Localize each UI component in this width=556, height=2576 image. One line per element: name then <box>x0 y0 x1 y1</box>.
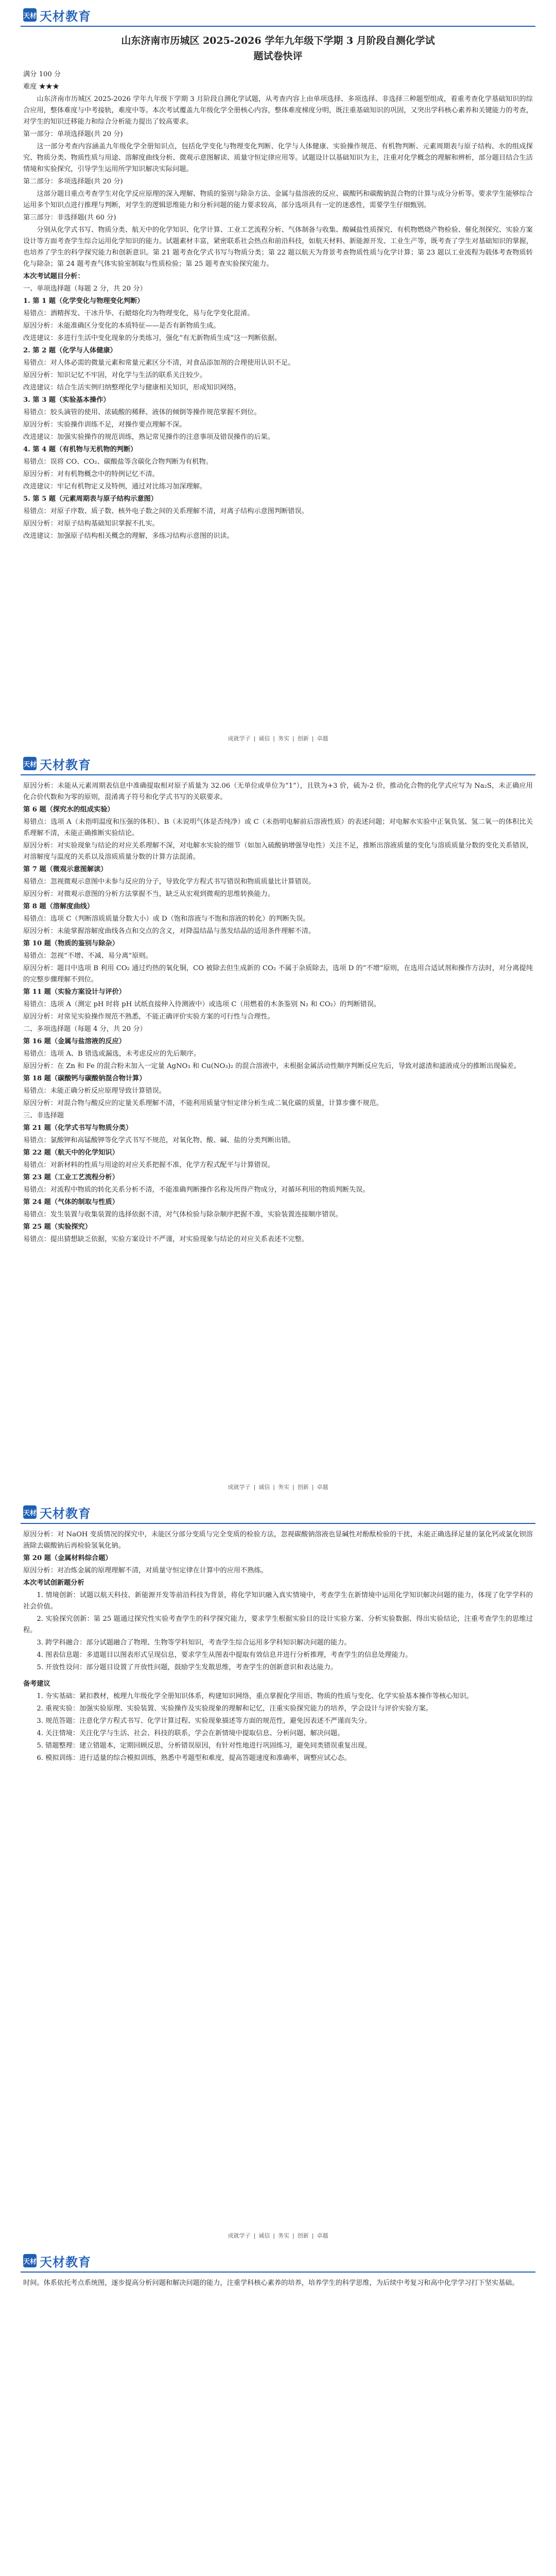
innovation-5: 5. 开放性设问：部分题目设置了开放性问题，鼓励学生发散思维，考查学生的创新意识和表达能力。 <box>37 1664 338 1671</box>
innovation-1: 1. 情境创新：试题以航天科技、新能源开发等前沿科技为背景，将化学知识融入真实情境中，考查学生在新情境中运用化学知识解决问题的能力，体现了化学学科的社会价值。 <box>23 1591 533 1611</box>
q23-title: 第 23 题（工业工艺流程分析） <box>23 1174 119 1181</box>
q2-title: 2. 第 2 题（化学与人体健康） <box>23 347 117 354</box>
innovation-4: 4. 图表信息题：多道题目以图表形式呈现信息，要求学生从图表中提取有效信息并进行分析推理，考查学生的信息处理能力。 <box>37 1651 412 1659</box>
q2-advice: 改进建议：结合生活实例归纳整理化学与健康相关知识，形成知识网络。 <box>23 384 240 392</box>
multi-choice-heading: 二、多项选择题（每题 4 分，共 20 分） <box>23 1025 147 1033</box>
section-3-heading: 第三部分：非选择题(共 60 分) <box>23 214 116 222</box>
q7-error: 易错点：忽视微观示意图中未参与反应的分子，导致化学方程式书写错误和物质质量比计算错误。 <box>23 878 316 886</box>
q7-reason: 原因分析：对微观示意图的分析方法掌握不当，缺乏从宏观到微观的思维转换能力。 <box>23 890 274 898</box>
q5-reason: 原因分析：对原子结构基础知识掌握不扎实。 <box>23 520 159 528</box>
q16-reason: 原因分析：在 Zn 和 Fe 的混合粉末加入一定量 AgNO₃ 和 Cu(NO₃)₂ 的混合溶液中，未根据金属活动性顺序判断反应先后，导致对滤渣和滤液成分的推断出现偏差。 <box>23 1062 521 1070</box>
q18-reason: 原因分析：对混合物与酸反应的定量关系理解不清，不能利用质量守恒定律分析生成二氧化碳的质量，计算步骤不规范。 <box>23 1099 383 1107</box>
q18-title: 第 18 题（碳酸钙与碳酸钠混合物计算） <box>23 1075 146 1082</box>
q4-title: 4. 第 4 题（有机物与无机物的判断） <box>23 446 137 453</box>
brand-logo-icon: 天材 <box>23 1505 37 1519</box>
q11-error: 易错点：选项 A（测定 pH 时将 pH 试纸直接伸入待测液中）或选项 C（用燃着的木条鉴别 N₂ 和 CO₂）的判断错误。 <box>23 1001 381 1008</box>
brand-name: 天材教育 <box>40 2255 91 2269</box>
q8-error: 易错点：选项 C（判断溶质质量分数大小）或 D（饱和溶液与不饱和溶液的转化）的判断失误。 <box>23 915 310 923</box>
innovation-3: 3. 跨学科融合：部分试题融合了物理、生物等学科知识，考查学生综合运用多学科知识解决问题的能力。 <box>37 1639 351 1647</box>
q2-reason: 原因分析：知识记忆不牢固，对化学与生活的联系关注较少。 <box>23 371 207 379</box>
header-divider <box>21 1523 535 1524</box>
advice-5: 5. 错题整理：建立错题本，定期回顾反思，分析错误原因，有针对性地进行巩固练习，避免同类错误重复出现。 <box>37 1742 372 1750</box>
q11-reason: 原因分析：对常见实验操作规范不熟悉，不能正确评价实验方案的可行性与合理性。 <box>23 1013 274 1021</box>
innovation-heading: 本次考试创新题分析 <box>23 1579 84 1587</box>
advice-1: 1. 夯实基础：紧扣教材，梳理九年级化学全册知识体系，构建知识网络，重点掌握化学用语、物质的性质与变化、化学实验基本操作等核心知识。 <box>37 1692 473 1700</box>
page-2 <box>0 749 556 1497</box>
q16-title: 第 16 题（金属与盐溶液的反应） <box>23 1038 126 1045</box>
section-2-body: 这部分题目重点考查学生对化学反应原理的深入理解、物质的鉴别与除杂方法、金属与盐溶液的反应、碳酸钙和碳酸钠混合物的计算与成分分析等。要求学生能够综合运用多个知识点进行推理与判断，对学生的逻辑思维能力和分析问题的能力要求较高，部分选项具有一定的迷惑性，需要学生仔细甄别。 <box>23 190 533 209</box>
brand-logo-icon: 天材 <box>23 757 37 770</box>
brand-header <box>23 1503 91 1521</box>
q23-body: 易错点：对流程中物质的转化关系分析不清，不能准确判断操作名称及所得产物成分，对循环利用的物质判断失误。 <box>23 1186 370 1194</box>
q20-reason: 原因分析：对冶炼金属的原理理解不清，对质量守恒定律在计算中的应用不熟练。 <box>23 1567 268 1574</box>
page-footer: 成就学子 | 诚信 | 务实 | 创新 | 卓越 <box>228 2232 328 2239</box>
header-divider <box>21 2272 535 2273</box>
page-1 <box>0 0 556 749</box>
q4-advice: 改进建议：牢记有机物定义及特例，通过对比练习加深理解。 <box>23 483 207 490</box>
page-4-content <box>23 2278 533 2290</box>
page-3-content <box>23 1529 533 1765</box>
brand-logo-icon: 天材 <box>23 8 37 22</box>
q3-error: 易错点：胶头滴管的使用、浓硫酸的稀释、液体的倾倒等操作规范掌握不到位。 <box>23 409 261 416</box>
q6-error: 易错点：选项 A（未指明温度和压强的体积）、B（未说明气体是否纯净）或 C（未指明电解前后溶液性质）的表述问题；对电解水实验中正氧负氢、氢二氧一的体积比关系理解不清，未能正确推断实验结论。 <box>23 818 533 837</box>
q10-title: 第 10 题（物质的鉴别与除杂） <box>23 940 119 947</box>
q25-title: 第 25 题（实验探究） <box>23 1223 92 1231</box>
q19-reason: 原因分析：对 NaOH 变质情况的探究中，未能区分部分变质与完全变质的检验方法，忽视碳酸钠溶液也显碱性对酚酞检验的干扰，未能正确选择足量的氯化钙或氯化钡溶液除去碳酸钠后再检验氢氧化钠。 <box>23 1531 533 1550</box>
q5-title: 5. 第 5 题（元素周期表与原子结构示意图） <box>23 495 158 503</box>
brand-logo-icon: 天材 <box>23 2254 37 2267</box>
q22-title: 第 22 题（航天中的化学知识） <box>23 1149 119 1157</box>
q21-body: 易错点：氯酸钾和高锰酸钾等化学式书写不规范，对氧化物、酸、碱、盐的分类判断出错。 <box>23 1137 295 1144</box>
q5-error: 易错点：对原子序数、质子数、核外电子数之间的关系理解不清，对离子结构示意图判断错误。 <box>23 507 308 515</box>
section-1-heading: 第一部分：单项选择题(共 20 分) <box>23 130 123 138</box>
advice-4: 4. 关注情境：关注化学与生活、社会、科技的联系，学会在新情境中提取信息、分析问题、解决问题。 <box>37 1730 344 1737</box>
brand-name: 天材教育 <box>40 757 91 772</box>
section-2-heading: 第二部分：多项选择题(共 20 分) <box>23 178 123 185</box>
section-1-body: 这一部分考查内容涵盖九年级化学全册知识点，包括化学变化与物理变化判断、化学与人体健康、实验操作规范、有机物判断、元素周期表与原子结构、水的组成探究、物质分类、物质性质与用途、溶解度曲线分析、微观示意图解读、质量守恒定律应用等。试题设计以基础知识为主，注重对化学概念的理解和辨析，部分题目结合生活情境和实验探究，引导学生运用所学知识解决实际问题。 <box>23 143 533 173</box>
q3-title: 3. 第 3 题（实验基本操作） <box>23 396 110 404</box>
advice-2: 2. 重视实验：加强实验原理、实验装置、实验操作及实验现象的理解和记忆，注重实验探究能力的培养，学会设计与评价实验方案。 <box>37 1705 432 1713</box>
single-choice-heading: 一、单项选择题（每题 2 分，共 20 分） <box>23 285 147 293</box>
q22-body: 易错点：对新材料的性质与用途的对应关系把握不准，化学方程式配平与计算错误。 <box>23 1161 274 1169</box>
section-3-body: 分别从化学式书写、物质分类、航天中的化学知识、化学计算、工业工艺流程分析、气体制备与收集、酸碱盐性质探究、有机物燃烧产物检验、催化剂探究、实验方案设计等方面考查学生综合运用化学知识的能力。试题素材丰富，紧密联系社会热点和前沿科技，如航天材料、新能源开发、工业生产等，既考查了学生对基础知识的掌握，也培养了学生的科学探究能力和创新意识。第 21 题考查化学式书写与物质分类；第 22 题以航天为背景考查物质性质与化学计算；第 23 题以工业流程为载体考查物质转化与除杂；第 24 题考查气体实验室制取与性质检验；第 25 题考查实验探究能力。 <box>23 226 533 268</box>
q8-title: 第 8 题（溶解度曲线） <box>23 903 94 910</box>
brand-header <box>23 755 91 772</box>
difficulty-info: 难度 ★★★ <box>23 83 60 91</box>
page-4 <box>0 2246 556 2576</box>
q5-advice: 改进建议：加强原子结构相关概念的理解，多练习结构示意图的识读。 <box>23 532 234 540</box>
non-choice-heading: 三、非选择题 <box>23 1112 64 1120</box>
q24-body: 易错点：发生装置与收集装置的选择依据不清，对气体检验与除杂顺序把握不准，实验装置连接顺序错误。 <box>23 1211 342 1218</box>
closing-paragraph: 时间。体系依托考点系统图，逐步提高分析问题和解决问题的能力，注重学科核心素养的培养，培养学生的科学思维，为后续中考复习和高中化学学习打下坚实基础。 <box>23 2279 519 2287</box>
brand-header <box>23 2252 91 2269</box>
brand-name: 天材教育 <box>40 9 91 24</box>
q21-title: 第 21 题（化学式书写与物质分类） <box>23 1124 133 1132</box>
q10-error: 易错点：忽视“不增、不减、易分离”原则。 <box>23 952 152 960</box>
page-footer: 成就学子 | 诚信 | 务实 | 创新 | 卓越 <box>228 1484 328 1490</box>
advice-3: 3. 规范答题：注意化学方程式书写、化学计算过程、实验现象描述等方面的规范性，避免因表述不严谨而失分。 <box>37 1717 372 1725</box>
q24-title: 第 24 题（气体的制取与性质） <box>23 1198 119 1206</box>
q5-detail: 原因分析：未能从元素周期表信息中准确提取相对原子质量为 32.06（无单位或单位为“1”），且铁为+3 价，硫为-2 价，推动化合物的化学式应写为 Na₂S，未正确应用化合价代数和为零的原则，混淆离子符号和化学式书写的关联要求。 <box>23 782 533 801</box>
page-2-content <box>23 781 533 1246</box>
advice-6: 6. 模拟训练：进行适量的综合模拟训练，熟悉中考题型和难度，提高答题速度和准确率，调整应试心态。 <box>37 1754 351 1762</box>
q1-advice: 改进建议：多进行生活中变化现象的分类练习，强化“有无新物质生成”这一判断依据。 <box>23 334 282 342</box>
difficulty-stars: ★★★ <box>39 83 60 91</box>
q6-reason: 原因分析：对实验现象与结论的对应关系理解不深，对电解水实验的细节（如加入硫酸钠增强导电性）关注不足，推断出溶液质量的变化与溶质质量分数的变化关系错误，对溶解度与温度的关系以及溶质质量分数的计算方法混淆。 <box>23 842 533 861</box>
q2-error: 易错点：对人体必需的微量元素和常量元素区分不清，对食品添加剂的合理使用认识不足。 <box>23 359 295 367</box>
q1-reason: 原因分析：未能准确区分变化的本质特征——是否有新物质生成。 <box>23 322 220 330</box>
header-divider <box>21 774 535 775</box>
q3-reason: 原因分析：实验操作训练不足，对操作要点理解不深。 <box>23 421 186 429</box>
q6-title: 第 6 题（探究水的组成实验） <box>23 806 114 814</box>
q7-title: 第 7 题（微观示意图解读） <box>23 866 108 873</box>
page-3 <box>0 1497 556 2246</box>
q18-error: 易错点：未能正确分析反应原理导致计算错误。 <box>23 1087 166 1095</box>
q1-title: 1. 第 1 题（化学变化与物理变化判断） <box>23 297 144 305</box>
intro-paragraph: 山东济南市历城区 2025-2026 学年九年级下学期 3 月阶段自测化学试题，从考查内容上由单项选择、多项选择、非选择三种题型组成，着重考查化学基础知识的综合应用，整体难度与中考接轨，难度中等。本次考试覆盖九年级化学全册核心内容，整体难度梯度分明，既注重基础知识的巩固，又突出学科核心素养和关键能力的考查，对学生的知识迁移能力和综合分析能力提出了较高要求。 <box>23 95 533 126</box>
page-1-content <box>23 30 533 543</box>
q10-reason: 原因分析：题目中选项 B 利用 CO₂ 通过灼热的氧化铜，CO 被除去但生成新的 CO₂ 不属于杂质除去，选项 D 的“不增”原则，在选用合适试剂和操作方法时，对分离提纯的完整步骤理解不到位。 <box>23 964 533 984</box>
page-footer: 成就学子 | 诚信 | 务实 | 创新 | 卓越 <box>228 735 328 742</box>
q4-error: 易错点：误将 CO、CO₂、碳酸盐等含碳化合物判断为有机物。 <box>23 458 213 466</box>
innovation-2: 2. 实验探究创新：第 25 题通过探究性实验考查学生的科学探究能力，要求学生根据实验目的设计实验方案、分析实验数据、得出实验结论，注重考查学生的思维过程。 <box>23 1615 533 1634</box>
q8-reason: 原因分析：未能掌握溶解度曲线各点和交点的含义，对降温结晶与蒸发结晶的适用条件理解不清。 <box>23 927 316 935</box>
analysis-heading: 本次考试题目分析： <box>23 273 84 280</box>
q1-error: 易错点：酒精挥发、干冰升华、石蜡熔化均为物理变化，易与化学变化混淆。 <box>23 310 254 317</box>
brand-header <box>23 6 91 24</box>
q16-error: 易错点：选项 A、B 错选或漏选，未考虑反应的先后顺序。 <box>23 1050 201 1058</box>
advice-heading: 备考建议 <box>23 1680 50 1688</box>
q3-advice: 改进建议：加强实验操作的规范训练，熟记常见操作的注意事项及错误操作的后果。 <box>23 433 274 441</box>
q4-reason: 原因分析：对有机物概念中的特例记忆不清。 <box>23 470 159 478</box>
q11-title: 第 11 题（实验方案设计与评价） <box>23 988 126 996</box>
brand-name: 天材教育 <box>40 1506 91 1521</box>
q20-title: 第 20 题（金属材料综合题） <box>23 1554 112 1562</box>
q25-body: 易错点：提出猜想缺乏依据，实验方案设计不严谨，对实验现象与结论的对应关系表述不完整。 <box>23 1235 308 1243</box>
document-title: 山东济南市历城区 2025-2026 学年九年级下学期 3 月阶段自测化学试 题试卷快评 <box>121 35 435 62</box>
header-divider <box>21 26 535 27</box>
score-info: 满分 100 分 <box>23 71 61 78</box>
